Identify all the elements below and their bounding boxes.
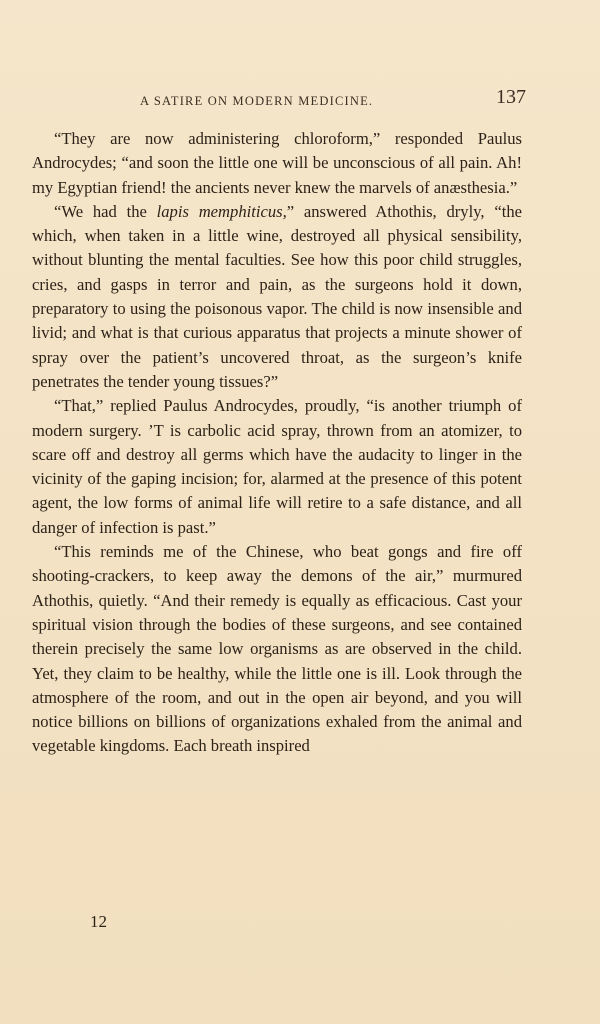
paragraph-3: “That,” replied Paulus Androcydes, proudly, “is another triumph of modern surgery. ’T is carbolic acid spray, thrown from an atomizer, to scare off and destroy all germs which have the audacity to linger in the vicinity of the gaping incision; for, alarmed at the presence of this potent agent, the low forms of animal life will retire to a safe distance, and all danger of infection is past.” bbox=[32, 396, 522, 537]
page-number: 137 bbox=[496, 86, 526, 108]
paragraph-2-italic-term: lapis memphiticus, bbox=[156, 201, 287, 221]
paragraph-2-before: “We had the bbox=[54, 201, 157, 221]
paragraph-2-after: ” answered Athothis, dryly, “the which, when taken in a little wine, destroyed all physical sensibility, without blunting the mental faculties. See how this poor child struggles, cries, and gasps in terror and pain, as the surgeons hold it down, preparatory to using the poisonous vapor. The child is now insensible and livid; and what is that curious apparatus that projects a minute shower of spray over the patient’s uncovered throat, as the surgeon’s knife penetrates the tender young tissues?” bbox=[32, 201, 522, 391]
paragraph-2 bbox=[32, 200, 522, 394]
body-text bbox=[32, 127, 522, 759]
paragraph-1: “They are now administering chloroform,” responded Paulus Androcydes; “and soon the little one will be unconscious of all pain. Ah! my Egyptian friend! the ancients never knew the marvels of anæsthesia.” bbox=[32, 129, 522, 197]
running-title: A SATIRE ON MODERN MEDICINE. bbox=[140, 94, 374, 108]
running-head bbox=[34, 86, 526, 114]
signature-mark: 12 bbox=[90, 912, 107, 931]
paragraph-4: “This reminds me of the Chinese, who beat gongs and fire off shooting-crackers, to keep away the demons of the air,” murmured Athothis, quietly. “And their remedy is equally as efficacious. Cast your spiritual vision through the bodies of these surgeons, and see contained therein precisely the same low organisms as are observed in the child. Yet, they claim to be healthy, while the little one is ill. Look through the atmosphere of the room, and out in the open air beyond, and you will notice billions on billions of organizations exhaled from the animal and vegetable kingdoms. Each breath inspired bbox=[32, 542, 522, 756]
